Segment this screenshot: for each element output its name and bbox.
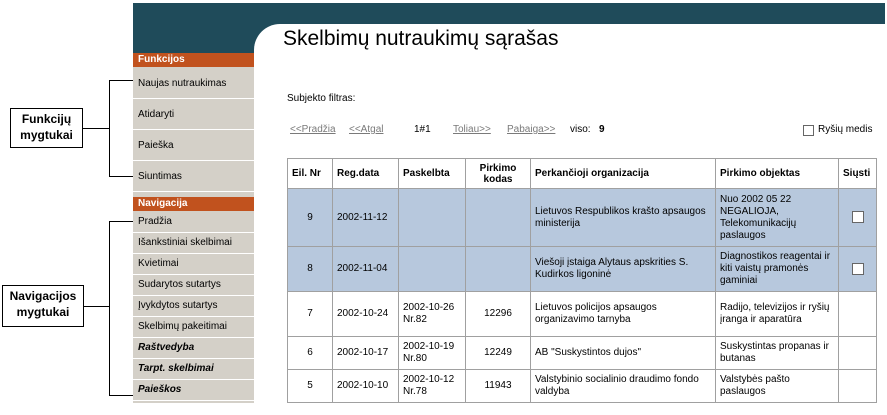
cell-reg-date: 2002-11-04 (333, 247, 399, 292)
functions-annotation-line1: Funkcijų (21, 112, 72, 126)
cell-send (839, 370, 877, 403)
table-row[interactable] (288, 337, 877, 370)
annotation-tick (109, 176, 133, 177)
subject-filter-label: Subjekto filtras: (287, 93, 356, 104)
cell-organization: Valstybinio socialinio draudimo fondo valdyba (531, 370, 716, 403)
table-row[interactable] (288, 370, 877, 403)
cell-published (399, 247, 466, 292)
send-checkbox[interactable] (852, 263, 864, 275)
pager-first-link[interactable]: <<Pradžia (290, 124, 336, 135)
cell-nr: 7 (288, 292, 333, 337)
cell-organization: Viešoji įstaiga Alytaus apskrities S. Kudirkos ligoninė (531, 247, 716, 292)
cell-nr: 6 (288, 337, 333, 370)
navigation-annotation-line2: mygtukai (16, 305, 70, 319)
table-row[interactable] (288, 189, 877, 247)
relations-tree-label: Ryšių medis (818, 124, 873, 135)
cell-organization: Lietuvos Respublikos krašto apsaugos ministerija (531, 189, 716, 247)
cell-send (839, 292, 877, 337)
cell-object: Nuo 2002 05 22 NEGALIOJA, Telekomunikacijų paslaugos (716, 189, 839, 247)
annotation-line (84, 306, 109, 307)
cell-published: 2002-10-26 Nr.82 (399, 292, 466, 337)
cell-code: 11943 (466, 370, 531, 403)
new-termination-button[interactable]: Naujas nutraukimas (133, 68, 254, 99)
navigation-annotation (2, 285, 84, 327)
col-header-organization[interactable]: Perkančioji organizacija (531, 159, 716, 189)
annotation-line (83, 128, 109, 129)
total-label: viso: (570, 124, 591, 135)
pager-last-link[interactable]: Pabaiga>> (507, 124, 556, 135)
annotation-bracket (109, 221, 110, 396)
nav-item-notice-changes[interactable]: Skelbimų pakeitimai (133, 317, 254, 338)
nav-item-executed-contracts[interactable]: Įvykdytos sutartys (133, 296, 254, 317)
cell-object: Suskystintas propanas ir butanas (716, 337, 839, 370)
cell-reg-date: 2002-10-10 (333, 370, 399, 403)
navigation-header: Navigacija (133, 197, 254, 211)
total-count: 9 (599, 124, 605, 135)
nav-item-intl-notices[interactable]: Tarpt. skelbimai (133, 359, 254, 380)
cell-send (839, 247, 877, 292)
col-header-published[interactable]: Paskelbta (399, 159, 466, 189)
cell-reg-date: 2002-11-12 (333, 189, 399, 247)
cell-code (466, 189, 531, 247)
relations-tree-checkbox[interactable] (803, 125, 814, 136)
annotation-tick (109, 395, 133, 396)
table-row[interactable] (288, 247, 877, 292)
nav-item-home[interactable]: Pradžia (133, 212, 254, 233)
page-title: Skelbimų nutraukimų sąrašas (283, 27, 559, 50)
table-header-row (288, 159, 877, 189)
col-header-object[interactable]: Pirkimo objektas (716, 159, 839, 189)
cell-object: Valstybės pašto paslaugos (716, 370, 839, 403)
functions-header: Funkcijos (133, 53, 254, 67)
send-checkbox[interactable] (852, 211, 864, 223)
annotation-tick (109, 80, 133, 81)
nav-item-invitations[interactable]: Kvietimai (133, 254, 254, 275)
search-button[interactable]: Paieška (133, 130, 254, 161)
cell-nr: 8 (288, 247, 333, 292)
cell-organization: AB "Suskystintos dujos" (531, 337, 716, 370)
cell-published (399, 189, 466, 247)
col-header-reg-date[interactable]: Reg.data (333, 159, 399, 189)
nav-item-records[interactable]: Raštvedyba (133, 338, 254, 359)
cell-code: 12249 (466, 337, 531, 370)
cell-published: 2002-10-19 Nr.80 (399, 337, 466, 370)
cell-nr: 9 (288, 189, 333, 247)
functions-annotation-line2: mygtukai (20, 128, 73, 142)
annotation-bracket (109, 80, 110, 177)
nav-item-prior-notices[interactable]: Išankstiniai skelbimai (133, 233, 254, 254)
nav-item-concluded-contracts[interactable]: Sudarytos sutartys (133, 275, 254, 296)
nav-item-searches[interactable]: Paieškos (133, 380, 254, 401)
open-button[interactable]: Atidaryti (133, 99, 254, 130)
cell-object: Radijo, televizijos ir ryšių įranga ir aparatūra (716, 292, 839, 337)
cell-code: 12296 (466, 292, 531, 337)
cell-reg-date: 2002-10-17 (333, 337, 399, 370)
navigation-annotation-line1: Navigacijos (9, 289, 77, 303)
annotation-tick (109, 221, 133, 222)
cell-organization: Lietuvos policijos apsaugos organizavimo tarnyba (531, 292, 716, 337)
cell-object: Diagnostikos reagentai ir kiti vaistų pramonės gaminiai (716, 247, 839, 292)
col-header-send[interactable]: Siųsti (839, 159, 877, 189)
cell-published: 2002-10-12 Nr.78 (399, 370, 466, 403)
cell-send (839, 189, 877, 247)
cell-send (839, 337, 877, 370)
pager-prev-link[interactable]: <<Atgal (349, 124, 384, 135)
table-row[interactable] (288, 292, 877, 337)
functions-annotation (10, 108, 83, 148)
pager-next-link[interactable]: Toliau>> (453, 124, 491, 135)
col-header-code[interactable]: Pirkimo kodas (466, 159, 531, 189)
send-button[interactable]: Siuntimas (133, 161, 254, 192)
col-header-nr[interactable]: Eil. Nr (288, 159, 333, 189)
cell-nr: 5 (288, 370, 333, 403)
cell-code (466, 247, 531, 292)
cell-reg-date: 2002-10-24 (333, 292, 399, 337)
terminations-table (287, 158, 877, 403)
pager-current-page: 1#1 (414, 124, 431, 135)
